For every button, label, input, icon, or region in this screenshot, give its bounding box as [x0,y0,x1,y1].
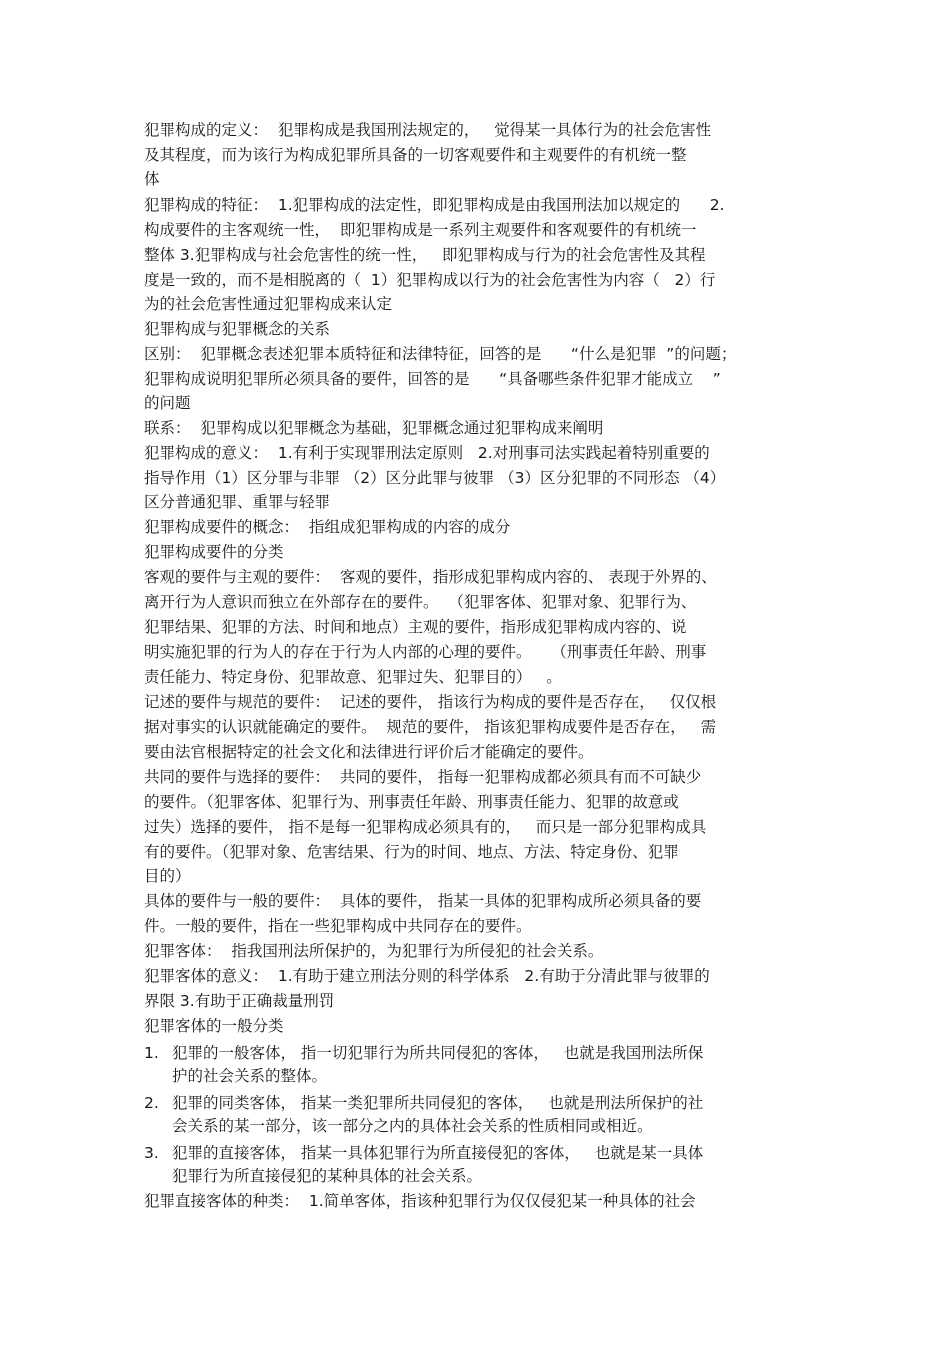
text-line: 及其程度，而为该行为构成犯罪所具备的一切客观要件和主观要件的有机统一整 [144,146,687,164]
text-line: 联系： 犯罪构成以犯罪概念为基础，犯罪概念通过犯罪构成来阐明 [144,419,604,437]
text-line: 的问题 [144,394,191,412]
text-line: 犯罪客体的意义： 1.有助于建立刑法分则的科学体系 2.有助于分清此罪与彼罪的 [144,967,710,985]
text-line: 件。一般的要件，指在一些犯罪构成中共同存在的要件。 [144,917,532,935]
text-line: 整体 3.犯罪构成与社会危害性的统一性， 即犯罪构成与行为的社会危害性及其程 [144,246,706,264]
section-heading: 犯罪构成与犯罪概念的关系 [144,320,331,338]
text-line: 犯罪构成的意义： 1.有利于实现罪刑法定原则 2.对刑事司法实践起着特别重要的 [144,444,710,462]
text-line: 记述的要件与规范的要件： 记述的要件， 指该行为构成的要件是否存在， 仅仅根 [144,693,717,711]
text-line: 度是一致的，而不是相脱离的（ 1）犯罪构成以行为的社会危害性为内容（ 2）行 [144,271,716,289]
text-line: 客观的要件与主观的要件： 客观的要件，指形成犯罪构成内容的、 表现于外界的、 [144,568,717,586]
list-number: 3. [144,1144,159,1162]
text-line: 犯罪客体： 指我国刑法所保护的，为犯罪行为所侵犯的社会关系。 [144,942,604,960]
list-item-text: 犯罪的同类客体， 指某一类犯罪所共同侵犯的客体， 也就是刑法所保护的社 [172,1094,704,1112]
list-number: 2. [144,1094,159,1112]
text-line: 责任能力、特定身份、犯罪故意、犯罪过失、犯罪目的） 。 [144,668,562,686]
text-line: 目的） [144,867,191,885]
list-item-text: 犯罪的一般客体， 指一切犯罪行为所共同侵犯的客体， 也就是我国刑法所保 [172,1044,704,1062]
text-line: 具体的要件与一般的要件： 具体的要件， 指某一具体的犯罪构成所必须具备的要 [144,892,702,910]
text-line: 要由法官根据特定的社会文化和法律进行评价后才能确定的要件。 [144,743,594,761]
text-line: 犯罪直接客体的种类： 1.简单客体，指该种犯罪行为仅仅侵犯某一种具体的社会 [144,1192,696,1210]
list-item-text: 护的社会关系的整体。 [172,1067,328,1085]
text-line: 据对事实的认识就能确定的要件。 规范的要件， 指该犯罪构成要件是否存在， 需 [144,718,717,736]
text-line: 指导作用（1）区分罪与非罪 （2）区分此罪与彼罪 （3）区分犯罪的不同形态 （4） [144,469,726,487]
text-line: 犯罪构成要件的概念： 指组成犯罪构成的内容的成分 [144,518,511,536]
text-line: 明实施犯罪的行为人的存在于行为人内部的心理的要件。 （刑事责任年龄、刑事 [144,643,707,661]
text-line: 共同的要件与选择的要件： 共同的要件， 指每一犯罪构成都必须具有而不可缺少 [144,768,702,786]
text-line: 犯罪构成的特征： 1.犯罪构成的法定性，即犯罪构成是由我国刑法加以规定的 2. [144,196,725,214]
list-item-text: 犯罪的直接客体， 指某一具体犯罪行为所直接侵犯的客体， 也就是某一具体 [172,1144,704,1162]
text-line: 体 [144,170,160,188]
list-item-text: 犯罪行为所直接侵犯的某种具体的社会关系。 [172,1167,483,1185]
text-line: 有的要件。（犯罪对象、危害结果、行为的时间、地点、方法、特定身份、犯罪 [144,843,679,861]
text-line: 区别： 犯罪概念表述犯罪本质特征和法律特征，回答的是 “什么是犯罪 ”的问题； [144,345,737,363]
text-line: 为的社会危害性通过犯罪构成来认定 [144,295,393,313]
text-line: 犯罪构成说明犯罪所必须具备的要件，回答的是 “具备哪些条件犯罪才能成立 ” [144,370,721,388]
text-line: 区分普通犯罪、重罪与轻罪 [144,493,331,511]
text-line: 的要件。（犯罪客体、犯罪行为、刑事责任年龄、刑事责任能力、犯罪的故意或 [144,793,679,811]
text-line: 界限 3.有助于正确裁量刑罚 [144,992,335,1010]
text-line: 犯罪构成的定义： 犯罪构成是我国刑法规定的， 觉得某一具体行为的社会危害性 [144,121,712,139]
section-heading: 犯罪客体的一般分类 [144,1017,284,1035]
text-line: 犯罪结果、犯罪的方法、时间和地点）主观的要件，指形成犯罪构成内容的、说 [144,618,687,636]
list-number: 1. [144,1044,159,1062]
list-item-text: 会关系的某一部分，该一部分之内的具体社会关系的性质相同或相近。 [172,1117,653,1135]
text-line: 构成要件的主客观统一性， 即犯罪构成是一系列主观要件和客观要件的有机统一 [144,221,697,239]
section-heading: 犯罪构成要件的分类 [144,543,284,561]
text-line: 离开行为人意识而独立在外部存在的要件。 （犯罪客体、犯罪对象、犯罪行为、 [144,593,697,611]
text-line: 过失）选择的要件， 指不是每一犯罪构成必须具有的， 而只是一部分犯罪构成具 [144,818,707,836]
